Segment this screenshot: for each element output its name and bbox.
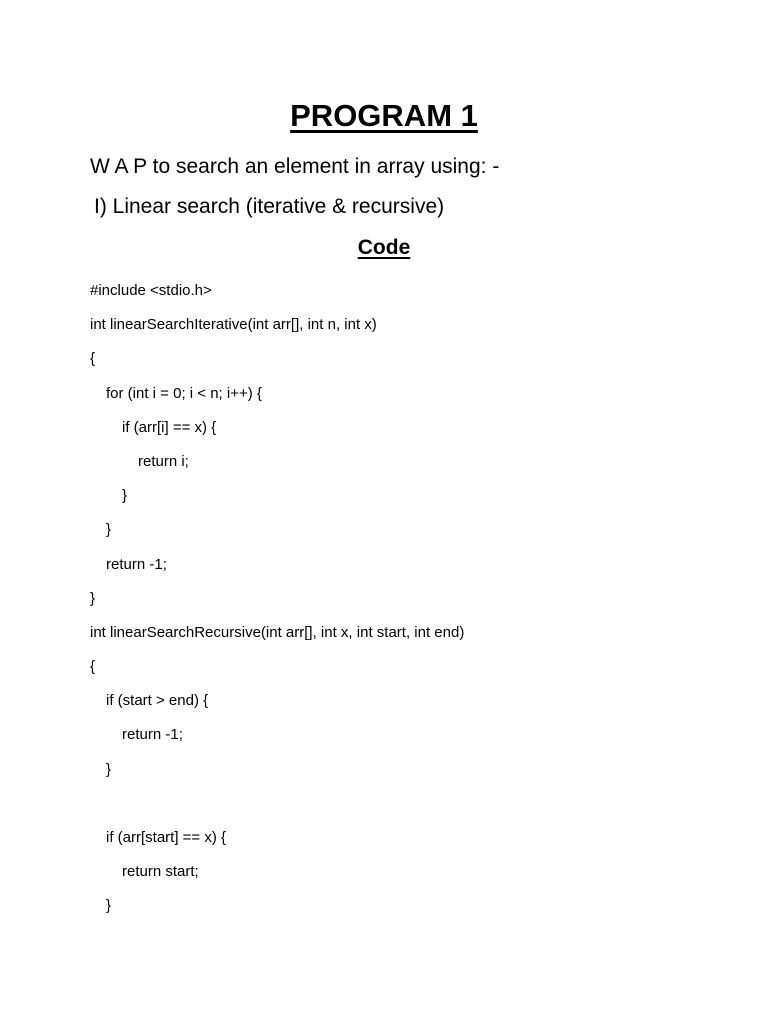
code-line: } [122, 487, 128, 505]
code-line: } [90, 589, 96, 607]
problem-statement: W A P to search an element in array using: - [90, 155, 500, 178]
code-line: return start; [122, 863, 199, 881]
code-line: } [106, 521, 112, 539]
code-heading: Code [357, 236, 411, 259]
code-block [90, 274, 464, 924]
code-line: } [106, 897, 112, 915]
code-line [90, 787, 464, 821]
code-line: int linearSearchIterative(int arr[], int n, int x) [90, 316, 377, 334]
code-line: if (start > end) { [106, 692, 209, 710]
code-line: { [90, 658, 96, 676]
code-line: { [90, 350, 96, 368]
code-line: for (int i = 0; i < n; i++) { [106, 384, 262, 402]
code-line: if (arr[start] == x) { [106, 829, 227, 846]
code-line: #include <stdio.h> [90, 282, 212, 299]
code-line: return -1; [122, 726, 183, 744]
code-line: if (arr[i] == x) { [122, 418, 217, 436]
problem-subheading: I) Linear search (iterative & recursive) [94, 195, 445, 218]
code-line: return i; [138, 452, 189, 470]
code-line: } [106, 760, 112, 778]
page-title: PROGRAM 1 [290, 98, 478, 133]
code-line: int linearSearchRecursive(int arr[], int x, int start, int end) [90, 623, 465, 641]
code-line: return -1; [106, 555, 167, 573]
